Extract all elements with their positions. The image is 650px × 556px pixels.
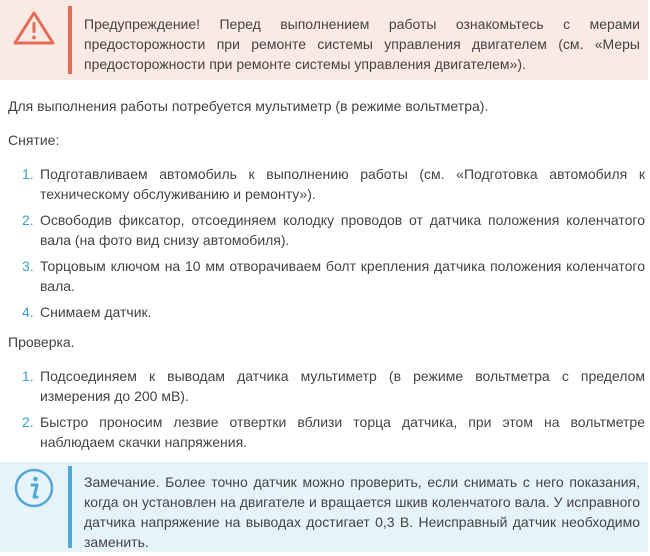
note-text: Замечание. Более точно датчик можно проверить, если снимать с него показания, когда он установлен на двигателе и вращается шкив коленчатого вала. У исправного датчика напряжение на выводах достигает 0,3 В. Неисправный датчик необходимо заменить.: [84, 474, 640, 550]
step-number: 2.: [22, 212, 34, 228]
step-text: Подсоединяем к выводам датчика мультиметр (в режиме вольтметра с пределом измерения до 200 мВ).: [40, 368, 645, 404]
note-box: [0, 462, 648, 552]
intro-text: Для выполнения работы потребуется мультиметр (в режиме вольтметра).: [8, 98, 489, 114]
warning-box: [0, 0, 648, 80]
warning-icon-cell: [0, 0, 68, 80]
warning-text: Предупреждение! Перед выполнением работы ознакомьтесь с мерами предосторожности при ремонте системы управления двигателем (см. «Меры предосторожности при ремонте системы управления двигателем»).: [84, 16, 640, 72]
removal-heading: Снятие:: [8, 132, 60, 148]
step-text: Торцовым ключом на 10 мм отворачиваем болт крепления датчика положения коленчатого вала.: [40, 258, 645, 294]
check-steps-list: [0, 366, 650, 452]
warning-accent-bar: [68, 6, 72, 74]
note-accent-bar: [68, 466, 72, 548]
warning-triangle-icon: [12, 10, 56, 46]
list-item: [0, 210, 645, 250]
info-icon-cell: [0, 462, 68, 552]
check-heading: Проверка.: [8, 334, 75, 350]
step-number: 2.: [22, 414, 34, 430]
list-item: [0, 302, 645, 322]
step-number: 1.: [22, 368, 34, 384]
step-text: Освободив фиксатор, отсоединяем колодку проводов от датчика положения коленчатого вала (на фото вид снизу автомобиля).: [40, 212, 645, 248]
list-item: [0, 164, 645, 204]
step-text: Подготавливаем автомобиль к выполнению работы (см. «Подготовка автомобиля к техническому обслуживанию и ремонту»).: [40, 166, 645, 202]
step-number: 4.: [22, 304, 34, 320]
removal-steps-list: [0, 164, 650, 322]
list-item: [0, 366, 645, 406]
info-icon: [12, 466, 56, 510]
step-text: Быстро проносим лезвие отвертки вблизи торца датчика, при этом на вольтметре наблюдаем скачки напряжения.: [40, 414, 645, 450]
step-number: 1.: [22, 166, 34, 182]
step-number: 3.: [22, 258, 34, 274]
list-item: [0, 412, 645, 452]
step-text: Снимаем датчик.: [40, 304, 152, 320]
list-item: [0, 256, 645, 296]
